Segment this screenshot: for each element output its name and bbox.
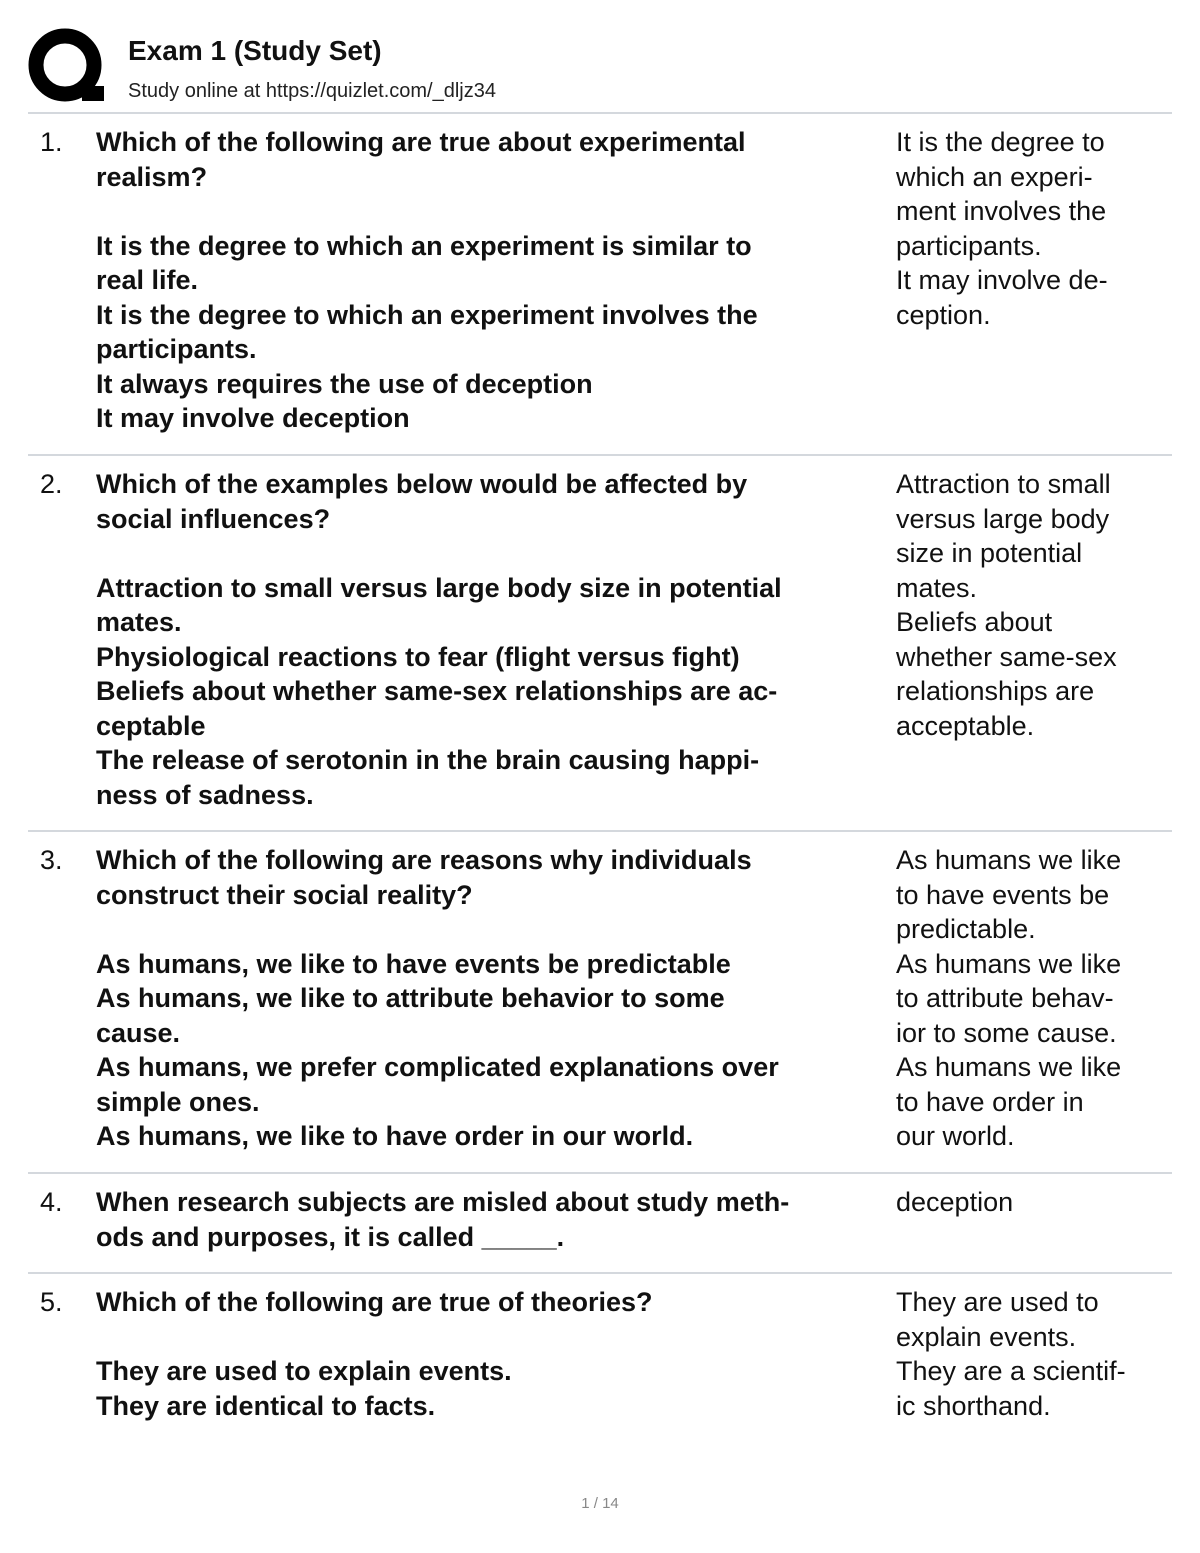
study-link[interactable]: Study online at https://quizlet.com/_dljz34 [128, 80, 496, 102]
term-question-line: realism? [96, 161, 208, 192]
definition-line: They are used to [896, 1287, 1099, 1317]
spacer [96, 536, 896, 571]
divider [28, 454, 1172, 456]
definition-line: It may involve de- [896, 265, 1108, 295]
term-option-line: It is the degree to which an experiment is similar to [96, 230, 752, 261]
card-definition [896, 843, 1172, 1154]
definition-line: to attribute behav- [896, 983, 1114, 1013]
term-question-line: social influences? [96, 503, 331, 534]
card-number: 5. [40, 1287, 63, 1317]
quizlet-q-logo-icon [28, 28, 106, 106]
divider [28, 1172, 1172, 1174]
card-number: 3. [40, 845, 63, 875]
spacer [96, 194, 896, 229]
term-option-line: mates. [96, 607, 182, 637]
term-option-line: participants. [96, 334, 257, 364]
page-title: Exam 1 (Study Set) [128, 35, 382, 66]
definition-line: size in potential [896, 538, 1083, 568]
term-option-line: Attraction to small versus large body size in potential [96, 572, 782, 603]
term-question-line: When research subjects are misled about study meth- [96, 1187, 790, 1217]
term-option-line: As humans, we like to have events be predictable [96, 948, 731, 979]
term-question-line: Which of the following are true about experimental [96, 127, 746, 157]
definition-line: Attraction to small [896, 469, 1111, 499]
definition-line: to have order in [896, 1086, 1084, 1117]
term-option-line: Physiological reactions to fear (flight versus fight) [96, 641, 740, 672]
definition-line: acceptable. [896, 710, 1035, 741]
divider [28, 1272, 1172, 1274]
term-question-line: Which of the following are true of theories? [96, 1287, 653, 1317]
term-option-line: The release of serotonin in the brain causing happi- [96, 745, 760, 775]
term-option-line: As humans, we like to have order in our world. [96, 1121, 694, 1151]
page-header [28, 28, 1172, 108]
term-option-line: ceptable [96, 710, 206, 741]
definition-line: ment involves the [896, 196, 1107, 226]
card-definition [896, 1285, 1172, 1423]
term-question-line: construct their social reality? [96, 879, 473, 910]
definition-line: explain events. [896, 1321, 1077, 1352]
definition-line: ior to some cause. [896, 1017, 1117, 1048]
term-option-line: ness of sadness. [96, 779, 314, 810]
card-number: 4. [40, 1187, 63, 1217]
definition-line: which an experi- [896, 161, 1093, 192]
definition-line: to have events be [896, 879, 1110, 910]
card-term [96, 467, 896, 812]
spacer [96, 912, 896, 947]
term-question-line: ods and purposes, it is called _____. [96, 1221, 565, 1252]
card-definition [896, 1185, 1172, 1220]
definition-line: mates. [896, 572, 978, 603]
term-option-line: It is the degree to which an experiment involves the [96, 299, 758, 330]
page-indicator: 1 / 14 [581, 1495, 619, 1512]
definition-line: our world. [896, 1121, 1015, 1151]
definition-line: It is the degree to [896, 127, 1105, 157]
definition-line: As humans we like [896, 845, 1122, 875]
term-option-line: real life. [96, 265, 199, 295]
definition-line: versus large body [896, 503, 1110, 534]
term-option-line: Beliefs about whether same-sex relationships are ac- [96, 676, 778, 706]
definition-line: They are a scientif- [896, 1356, 1126, 1386]
definition-line: Beliefs about [896, 607, 1053, 637]
definition-line: ception. [896, 299, 991, 330]
card-definition [896, 125, 1172, 332]
term-option-line: It always requires the use of deception [96, 368, 593, 399]
card-term [96, 843, 896, 1154]
definition-line: relationships are [896, 676, 1095, 706]
term-option-line: They are identical to facts. [96, 1390, 436, 1421]
term-question-line: Which of the examples below would be affected by [96, 469, 748, 499]
definition-line: deception [896, 1187, 1014, 1217]
term-option-line: As humans, we prefer complicated explanations over [96, 1052, 779, 1082]
term-option-line: cause. [96, 1017, 181, 1048]
definition-line: predictable. [896, 914, 1036, 944]
card-number: 2. [40, 469, 63, 499]
definition-line: As humans we like [896, 948, 1122, 979]
definition-line: ic shorthand. [896, 1390, 1051, 1421]
card-term [96, 1285, 896, 1423]
card-term [96, 1185, 896, 1254]
spacer [96, 1320, 896, 1355]
divider [28, 112, 1172, 114]
card-number: 1. [40, 127, 63, 157]
term-option-line: As humans, we like to attribute behavior to some [96, 983, 725, 1013]
card-term [96, 125, 896, 436]
card-definition [896, 467, 1172, 743]
divider [28, 830, 1172, 832]
term-option-line: simple ones. [96, 1086, 260, 1117]
definition-line: participants. [896, 230, 1042, 261]
term-question-line: Which of the following are reasons why individuals [96, 845, 752, 875]
term-option-line: They are used to explain events. [96, 1356, 512, 1386]
definition-line: whether same-sex [896, 641, 1117, 672]
definition-line: As humans we like [896, 1052, 1122, 1082]
term-option-line: It may involve deception [96, 403, 410, 433]
